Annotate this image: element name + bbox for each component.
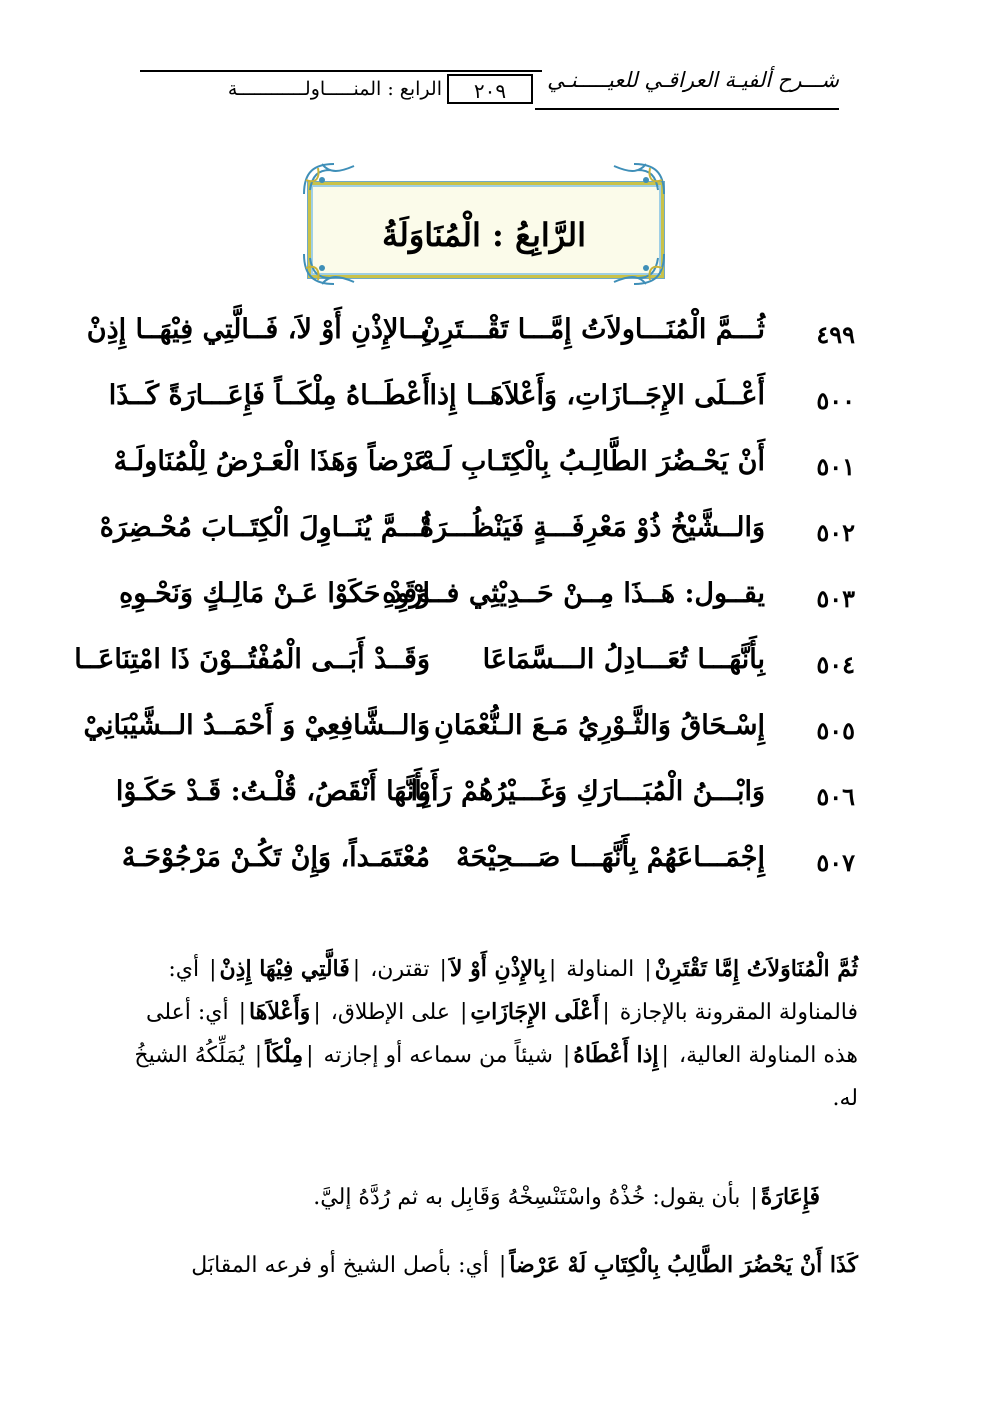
verse-number: ٥٠٦ (816, 782, 855, 811)
verse-first-hemistich: أَنْ يَحْـضُرَ الطَّالِـبُ بِالْكِتَـابِ لَـهْ (420, 446, 765, 477)
verse-line (83, 702, 855, 768)
quoted-verse: إِذا أَعْطَاهُ (573, 1042, 659, 1068)
verse-line (86, 306, 855, 372)
corner-ornament-icon (300, 250, 358, 288)
verse-first-hemistich: وَالــشَّيْخُ ذُوْ مَعْرِفَـــةٍ فَيَنْظُـــرَهْ (419, 512, 765, 543)
commentary-text: على الإطلاق، (330, 1000, 450, 1025)
verse-line (110, 834, 855, 900)
verse-first-hemistich: وَابْـــنُ الْمُبَـــارَكِ وَغَـــيْرُهُمْ رَأَوْا (410, 776, 765, 807)
verse-first-hemistich: ثُـــمَّ الْمُنَـــاولاَتُ إِمَّـــا تَقْـــتَرِنْ (420, 314, 765, 345)
verse-number: ٥٠٥ (816, 716, 855, 745)
quoted-verse: بِالإِذْنِ أَوْ لاَ (449, 956, 546, 982)
commentary-paragraph: فَإِعَارَةً| بأن يقول: خُذْهُ واسْتَنْسِخْهُ وَقَابِل به ثم رُدَّهُ إليَّ. (313, 1184, 820, 1210)
verse-second-hemistich: وَقَدْ حَكَوْا عَـنْ مَالِـكٍ وَنَحْـوِهِ (119, 578, 430, 609)
quoted-verse: مِلْكَاً (265, 1042, 304, 1068)
verse-number: ٤٩٩ (816, 320, 855, 349)
commentary-text: شيئاً من سماعه أو إجازته (323, 1043, 553, 1068)
commentary-text: تقترن، (370, 957, 430, 982)
verse-number: ٥٠١ (816, 452, 855, 481)
verse-line (74, 636, 855, 702)
verse-number: ٥٠٢ (816, 518, 855, 547)
commentary-text: بأن يقول: خُذْهُ واسْتَنْسِخْهُ وَقَابِل به ثم رُدَّهُ إليَّ. (313, 1185, 741, 1210)
corner-ornament-icon (610, 160, 668, 198)
verse-line (110, 372, 855, 438)
quoted-verse: فَإِعَارَةً (760, 1184, 820, 1210)
quoted-verse: وَأَعْلاَهَا (249, 999, 311, 1025)
verse-line (110, 438, 855, 504)
verse-list (74, 306, 855, 900)
verse-second-hemistich: وَالــشَّافِعِيْ وَ أَحْمَــدُ الــشَّيْبَانِيْ (83, 710, 430, 741)
page-number: ٢٠٩ (447, 74, 533, 104)
verse-first-hemistich: يقــول: هَــذَا مِــنْ حَــدِيْثِي فــارْوِهِ (382, 578, 765, 609)
verse-second-hemistich: بِأَنَّهَا أَنْقَصُ، قُلْـتُ: قَـدْ حَكَـوْا (115, 776, 430, 807)
quoted-verse: أَعْلَى الإِجَازَاتِ (470, 999, 600, 1025)
header-chapter: الرابع : المنـــــاولــــــــــــة (227, 78, 442, 100)
verse-line (110, 570, 855, 636)
verse-second-hemistich: وَقَــدْ أَبَــى الْمُفْتُــوْنَ ذَا امْتِنَاعَــا (74, 644, 430, 675)
quoted-verse: كَذَا أَنْ يَحْضُرَ الطَّالِبُ بِالْكِتَابِ لَهْ عَرْضاً (509, 1252, 858, 1278)
verse-line (99, 504, 855, 570)
commentary-paragraph: كَذَا أَنْ يَحْضُرَ الطَّالِبُ بِالْكِتَابِ لَهْ عَرْضاً| أي: بأصل الشيخ أو فرعه المقابَل (191, 1252, 858, 1278)
verse-number: ٥٠٠ (816, 386, 855, 415)
verse-number: ٥٠٤ (816, 650, 855, 679)
title-frame (300, 160, 668, 288)
verse-number: ٥٠٧ (816, 848, 855, 877)
commentary-text: أي: أعلى هذه المناولة العالية، (145, 1000, 858, 1068)
corner-ornament-icon (610, 250, 668, 288)
verse-second-hemistich: أَعْطَــاهُ مِلْكَــاً فَإِعَـــارَةً كَــذَا (108, 380, 430, 411)
verse-second-hemistich: ثُـــمَّ يُنَــاوِلَ الْكِتَــابَ مُحْـضِرَهْ (99, 512, 430, 543)
commentary-text: أي: بأصل الشيخ أو فرعه المقابَل (191, 1253, 489, 1278)
verse-second-hemistich: عَرْضاً وَهَذَا الْعَـرْضُ لِلْمُنَاولَـهْ (113, 446, 430, 477)
commentary-text: يُمَلِّكُهُ الشيخُ له. (134, 1043, 858, 1111)
commentary-text: أي: فالمناولة المقرونة بالإجازة (168, 957, 858, 1025)
verse-first-hemistich: بِأَنَّهَـــا تُعَـــادِلُ الـــسَّمَاعَا (482, 644, 765, 675)
commentary-text: المناولة (566, 957, 635, 982)
commentary-paragraph: ثُمَّ الْمُنَاوَلاَتُ إِمَّا تَقْتَرِنْ| المناولة |بِالإِذْنِ أَوْ لاَ| تقترن، |فَالَّتِي فِيْهَا إِذِنْ| أي: فالمناولة المقرونة بالإجازة |أَعْلَى الإِجَازَاتِ| على الإطلاق، |وَأَعْلاَهَا| أي: أعلى هذه المناولة العالية، |إِذا أَعْطَاهُ| شيئاً من سماعه أو إجازته |مِلْكَاً| يُمَلِّكُهُ الشيخُ له. (134, 956, 858, 1111)
corner-ornament-icon (300, 160, 358, 198)
verse-first-hemistich: أَعْــلَى الإِجَــازَاتِ، وَأَعْلاَهَــا إِذا (429, 380, 765, 411)
header-book-title: شـــرح ألفيـة العراقـي للعيـــــنـي (547, 68, 839, 92)
verse-first-hemistich: إِجْمَـــاعَهُمْ بِأَنَّهَـــا صَـــحِيْحَهْ (456, 842, 765, 873)
verse-second-hemistich: مُعْتَمَـداً، وَإِنْ تَكُـنْ مَرْجُوْحَـهْ (121, 842, 430, 873)
section-title: الرَّابِعُ : الْمُنَاوَلَةُ (381, 216, 587, 254)
header-rule-bottom (535, 108, 839, 110)
verse-number: ٥٠٣ (816, 584, 855, 613)
quoted-verse: فَالَّتِي فِيْهَا إِذِنْ (219, 956, 350, 982)
verse-first-hemistich: إِسْـحَاقُ وَالثَّـوْرِيُ مَـعَ الـنُّعْمَانِ (433, 710, 765, 741)
verse-second-hemistich: بِــالإِذْنِ أَوْ لاَ، فَــالَّتِي فِيْهَــا إِذِنْ (86, 314, 430, 345)
header-rule-top (140, 70, 542, 72)
verse-line (110, 768, 855, 834)
quoted-verse: ثُمَّ الْمُنَاوَلاَتُ إِمَّا تَقْتَرِنْ (654, 956, 858, 982)
